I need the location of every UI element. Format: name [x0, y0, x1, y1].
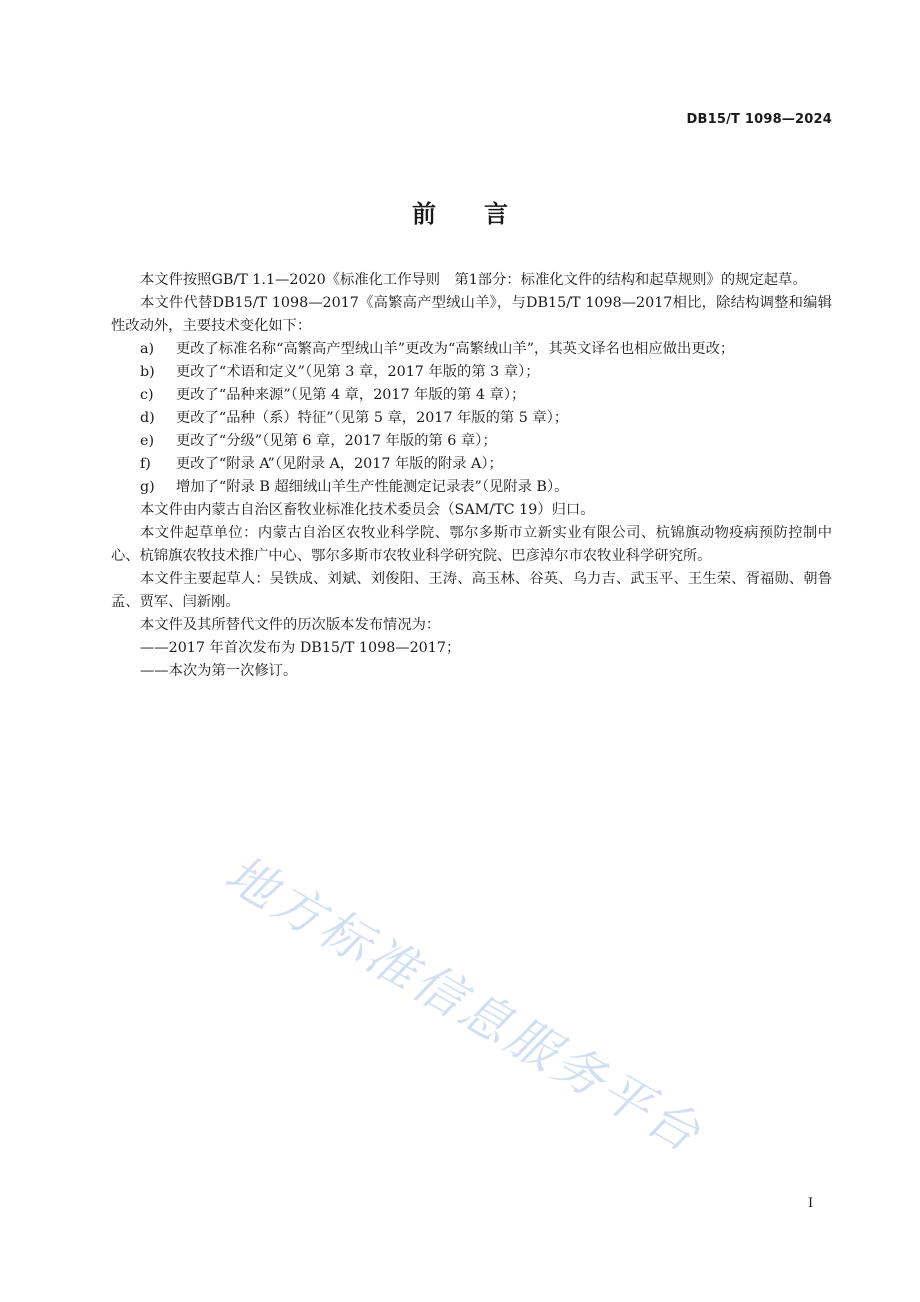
list-item: [111, 338, 832, 361]
page-number: I: [808, 1196, 814, 1211]
history-item: ——2017 年首次发布为 DB15/T 1098—2017；: [140, 640, 461, 656]
committee-paragraph: 本文件由内蒙古自治区畜牧业标准化技术委员会（SAM/TC 19）归口。: [140, 502, 595, 518]
list-item: [111, 407, 832, 430]
list-marker: f): [140, 456, 151, 472]
changes-list: [111, 338, 832, 499]
list-item-text: 增加了“附录 B 超细绒山羊生产性能测定记录表”（见附录 B）。: [176, 479, 569, 495]
page-title: 前言: [412, 200, 556, 228]
replacement-paragraph: 本文件代替DB15/T 1098—2017《高繁高产型绒山羊》，与DB15/T 1098—2017相比，除结构调整和编辑性改动外，主要技术变化如下：: [111, 295, 832, 334]
list-marker: b): [140, 364, 155, 380]
list-item-text: 更改了“品种（系）特征”（见第 5 章，2017 年版的第 5 章）；: [176, 410, 569, 426]
list-item-text: 更改了“附录 A”（见附录 A，2017 年版的附录 A）；: [176, 456, 503, 472]
drafting-basis-paragraph: 本文件按照GB/T 1.1—2020《标准化工作导则 第1部分：标准化文件的结构和起草规则》的规定起草。: [140, 272, 807, 288]
drafting-units-paragraph: 本文件起草单位：内蒙古自治区农牧业科学院、鄂尔多斯市立新实业有限公司、杭锦旗动物疫病预防控制中心、杭锦旗农牧技术推广中心、鄂尔多斯市农牧业科学研究院、巴彦淖尔市农牧业科学研究所。: [111, 525, 832, 564]
list-item: [111, 453, 832, 476]
watermark: 地方标准信息服务平台: [215, 844, 713, 1165]
list-marker: g): [140, 479, 155, 495]
list-item: [111, 476, 832, 499]
list-item-text: 更改了“分级”（见第 6 章，2017 年版的第 6 章）；: [176, 433, 497, 449]
list-item: [111, 430, 832, 453]
list-item-text: 更改了“术语和定义”（见第 3 章，2017 年版的第 3 章）；: [176, 364, 540, 380]
foreword-body: [111, 269, 832, 683]
list-marker: d): [140, 410, 155, 426]
drafters-paragraph: 本文件主要起草人：吴铁成、刘斌、刘俊阳、王涛、高玉林、谷英、乌力吉、武玉平、王生荣、胥福勋、朝鲁孟、贾军、闫新刚。: [111, 571, 832, 610]
list-item: [111, 361, 832, 384]
history-item: ——本次为第一次修订。: [140, 663, 298, 679]
list-item-text: 更改了标准名称“高繁高产型绒山羊”更改为“高繁绒山羊”，其英文译名也相应做出更改；: [176, 341, 735, 357]
list-marker: c): [140, 387, 154, 403]
list-item: [111, 384, 832, 407]
history-intro-paragraph: 本文件及其所替代文件的历次版本发布情况为：: [140, 617, 441, 633]
list-marker: e): [140, 433, 155, 449]
document-code: DB15/T 1098—2024: [686, 112, 832, 127]
list-marker: a): [140, 341, 155, 357]
list-item-text: 更改了“品种来源”（见第 4 章，2017 年版的第 4 章）；: [176, 387, 526, 403]
